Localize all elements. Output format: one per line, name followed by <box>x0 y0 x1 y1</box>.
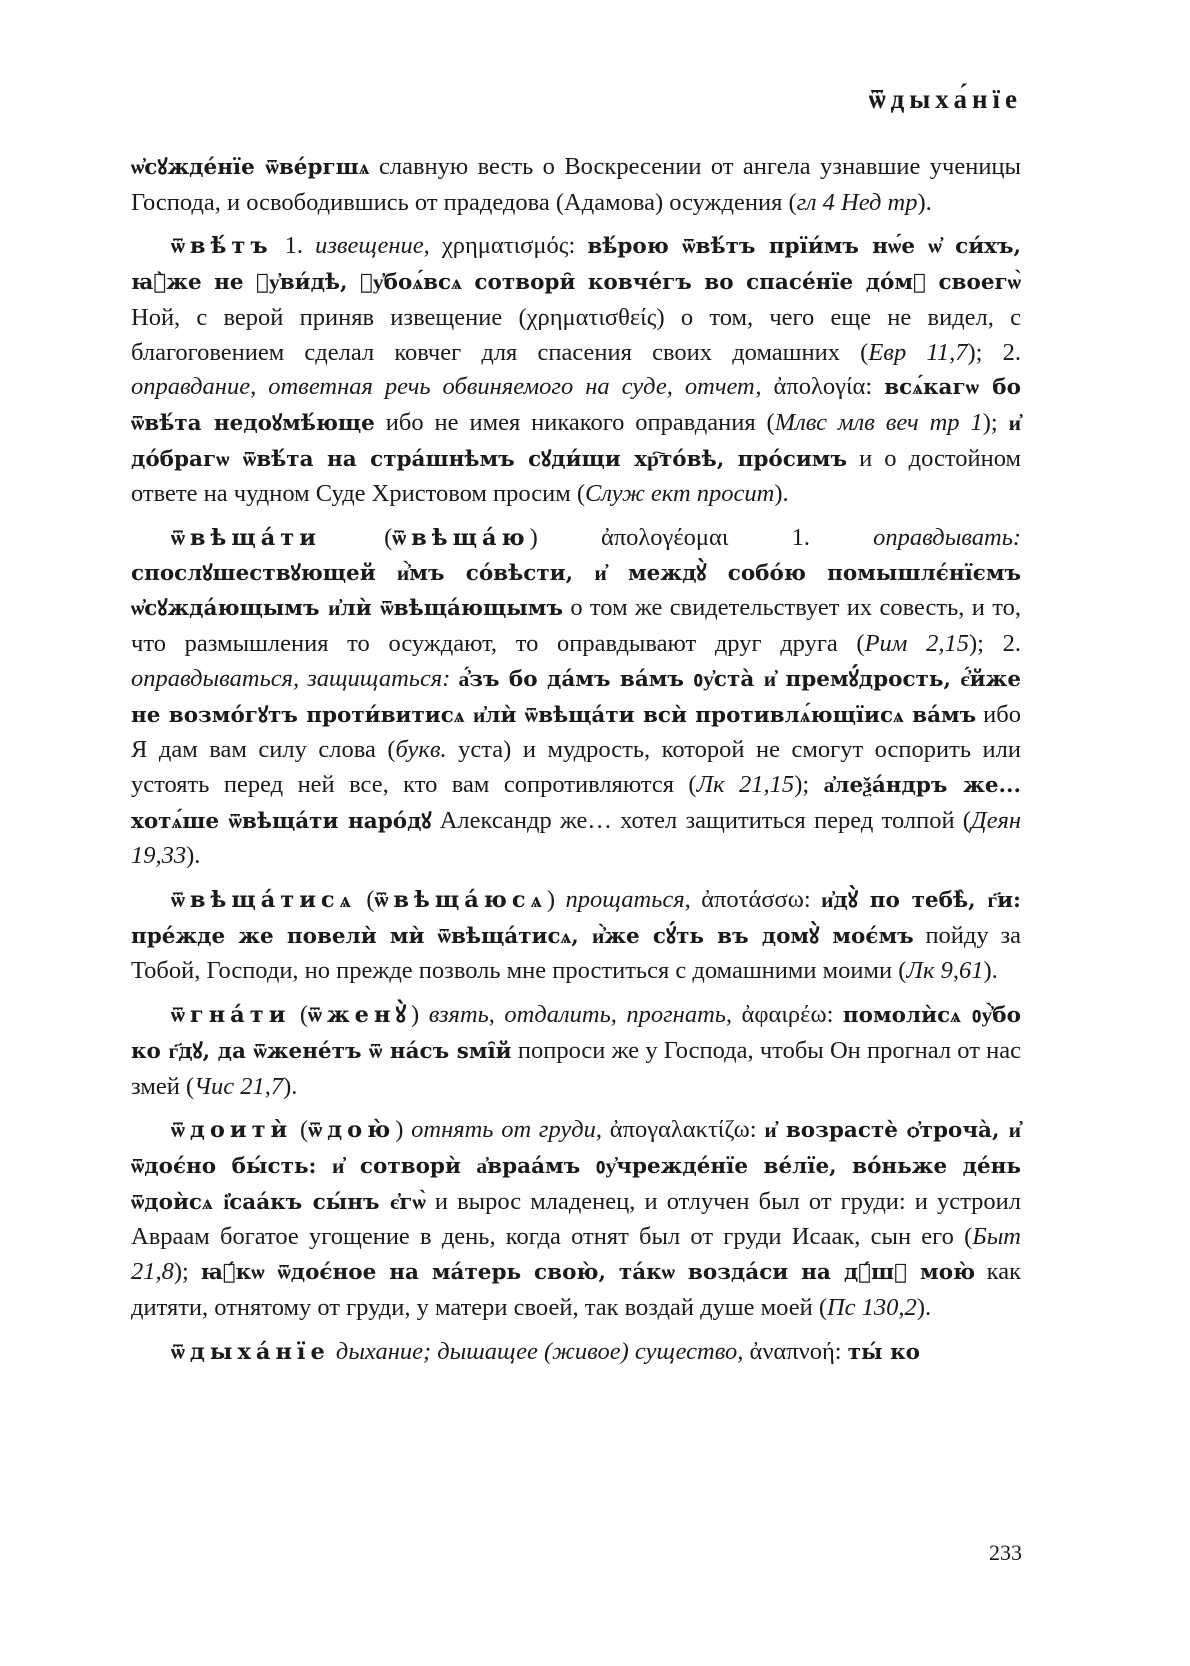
russian-text: ) <box>395 1116 412 1144</box>
italic-text: Служ ект просит <box>585 480 775 508</box>
russian-text: ). <box>283 1072 298 1100</box>
church-slavonic-text: помолѝсѧ ᲂу҆̀бо ко г҃дꙋ, да ѿжене́тъ ѿ на́съ ѕмі̑й <box>131 1003 1021 1064</box>
russian-text: ) <box>529 524 538 552</box>
dictionary-text-column <box>131 150 1021 1379</box>
greek-text: ἀποτάσσω: <box>690 886 822 914</box>
russian-text: ). <box>917 188 932 216</box>
entry-headword: ѿгна́ти <box>171 1002 291 1029</box>
church-slavonic-text: и҆дꙋ̀ по тебѣ̀, г҃и: пре́жде же повелѝ мѝ ѿвѣща́тисѧ, и҆̀же сꙋ́ть въ домꙋ̀ моє́мъ <box>131 888 1021 949</box>
russian-text: ). <box>983 957 998 985</box>
entry-headword: ѿвѣща́ю <box>392 525 530 552</box>
russian-text: ); 2. <box>968 630 1021 658</box>
entry-headword: ѿвѣща́ти <box>171 525 321 552</box>
italic-text: гл 4 Нед тр <box>796 188 918 216</box>
russian-text: 1. <box>272 232 316 260</box>
dictionary-paragraph <box>131 521 1021 874</box>
russian-text: ( <box>355 886 375 914</box>
italic-text: Лк 21,15 <box>696 770 795 798</box>
russian-text: ). <box>916 1293 932 1321</box>
russian-text: ( <box>320 524 393 552</box>
dictionary-paragraph <box>131 998 1021 1104</box>
russian-text: ) <box>411 1001 429 1029</box>
running-head: ѿдыха́нїе <box>868 84 1022 114</box>
italic-text: извещение, <box>315 232 430 260</box>
italic-text: букв. <box>395 736 447 764</box>
italic-text: прощаться, <box>565 886 691 914</box>
greek-text: ἀφαιρέω: <box>732 1001 843 1029</box>
italic-text: Быт 21,8 <box>131 1223 1021 1286</box>
church-slavonic-text: и҆ возрастѐ ѻ҆троча̀, и҆ ѿдоє́но бы́сть: и҆ сотворѝ а҆враа́мъ ᲂу҆чрежде́нїе ве́лїе, во́ньже де́нь ѿдоѝсѧ і҆саа́къ сы́нъ є҆гѡ̀ <box>131 1118 1021 1215</box>
church-slavonic-text: спослꙋшествꙋющей и҆̀мъ со́вѣсти, и҆ междꙋ̀ собо́ю помышлє́нїємъ ѡ҆сꙋжда́ющымъ и҆лѝ ѿвѣща́ющымъ <box>131 560 1021 622</box>
page-number: 233 <box>989 1540 1022 1565</box>
entry-headword: ѿвѣща́юсѧ <box>374 887 547 914</box>
greek-text: ἀπολογία: <box>761 373 885 401</box>
russian-text: ибо Я дам вам силу слова ( <box>131 700 1022 764</box>
russian-text: ( <box>290 1001 309 1029</box>
dictionary-paragraph <box>131 1113 1021 1325</box>
entry-headword: ѿвѣ́тъ <box>171 233 273 260</box>
russian-text: Александр же… хотел защититься перед толпой ( <box>431 806 971 834</box>
italic-text: Пс 130,2 <box>826 1293 917 1321</box>
italic-text: отнять от груди, <box>411 1116 602 1144</box>
russian-text: 1. <box>791 524 874 552</box>
church-slavonic-text: ѡ҆сꙋжде́нїе ѿве́ргшѧ <box>131 155 370 180</box>
italic-text: Млвс млв веч тр 1 <box>774 408 983 436</box>
church-slavonic-text: ꙗ҆́кѡ ѿдоє́ное на ма́терь свою̀, та́кѡ возда́си на дꙋ́шꙋ мою̀ <box>200 1260 976 1286</box>
russian-text: славную весть о Воскресении от ангела узнавшие ученицы Господа, и освободившись от прадедова (Адамова) осуждения ( <box>131 153 1022 216</box>
dictionary-paragraph <box>131 883 1021 989</box>
italic-text: Лк 9,61 <box>906 957 984 985</box>
russian-text: ); <box>794 770 824 798</box>
russian-text: Ной, с верой приняв извещение (χρηματισθείς) о том, чего еще не видел, с благоговением сделал ковчег для спасения своих домашних ( <box>131 303 1021 366</box>
italic-text: оправдываться, защищаться: <box>131 664 451 692</box>
italic-text: Чис 21,7 <box>194 1072 284 1100</box>
entry-headword: ѿдою̀ <box>308 1117 396 1144</box>
church-slavonic-text: вѣ́рою ѿвѣ́тъ прїи́мъ нѡ́е ѡ҆ си́хъ, ꙗ҆̀же не ᲂу҆ви́дѣ, ᲂу҆боѧ́всѧ сотвори̑ ковче́гъ во спасе́нїе до́мꙋ своегѡ̀ <box>131 234 1021 296</box>
greek-text: ἀπογαλακτίζω: <box>602 1116 765 1144</box>
russian-text: попроси же у Господа, чтобы Он прогнал от нас змей ( <box>131 1036 1021 1100</box>
russian-text: как дитяти, отнятому от груди, у матери своей, так воздай душе моей ( <box>131 1258 1021 1321</box>
dictionary-paragraph <box>131 1335 1021 1371</box>
russian-text: и вырос младенец, и отлучен был от груди: и устроил Авраам богатое угощение в день, когда отнят был от груди Исаак, сын его ( <box>131 1187 1021 1251</box>
church-slavonic-text: а҆леѯа́ндръ же... хотѧ́ше ѿвѣща́ти наро́дꙋ <box>131 772 1021 834</box>
italic-text: Деян 19,33 <box>131 806 1021 870</box>
russian-text: и о достойном ответе на чудном Суде Христовом просим ( <box>131 444 1021 508</box>
entry-headword: ѿженꙋ̀ <box>308 1002 412 1029</box>
church-slavonic-text: и҆ до́брагѡ ѿвѣ́та на стра́шнѣмъ сꙋди́щи хр҇то́вѣ, про́симъ <box>131 410 1022 472</box>
italic-text: оправдывать: <box>873 524 1022 552</box>
dictionary-paragraph <box>131 150 1021 220</box>
greek-text: ἀναπνοή: <box>743 1337 848 1365</box>
italic-text: оправдание, ответная речь обвиняемого на суде, отчет, <box>131 373 762 401</box>
church-slavonic-text: а҆́зъ бо да́мъ ва́мъ ᲂу҆ста̀ и҆ премꙋ́дрость, є҆́йже не возмо́гꙋтъ проти́витисѧ и҆лѝ ѿвѣща́ти всѝ противлѧ́ющїисѧ ва́мъ <box>131 666 1022 728</box>
russian-text: ); 2. <box>967 338 1021 366</box>
greek-text: ἀπολογέομαι <box>537 524 792 552</box>
italic-text: Рим 2,15 <box>864 630 969 658</box>
entry-headword: ѿдыха́нїе <box>171 1338 330 1365</box>
dictionary-paragraph <box>131 229 1021 512</box>
italic-text: дыхание; дышащее (живое) существо, <box>335 1337 744 1365</box>
russian-text: ). <box>774 480 789 508</box>
russian-text: ); <box>982 408 1009 436</box>
russian-text: о том же свидетельствует их совесть, и то, что размышления то осуждают, то оправдывают друг друга ( <box>131 594 1021 658</box>
russian-text: пойду за Тобой, Господи, но прежде позволь мне проститься с домашними моими ( <box>131 921 1021 985</box>
italic-text: взять, отдалить, прогнать, <box>428 1001 733 1029</box>
greek-text: χρηματισμός: <box>429 232 588 260</box>
church-slavonic-text: всѧ́кагѡ бо ѿвѣ́та недоꙋмѣ́юще <box>131 375 1021 436</box>
russian-text: ); <box>173 1258 201 1286</box>
italic-text: Евр 11,7 <box>868 338 968 366</box>
russian-text: ) <box>546 886 566 914</box>
church-slavonic-text: ты́ ко <box>847 1339 920 1365</box>
russian-text: ). <box>186 842 201 870</box>
entry-headword: ѿвѣща́тисѧ <box>171 887 356 914</box>
entry-headword: ѿдоитѝ <box>171 1117 293 1144</box>
russian-text: ( <box>292 1116 309 1144</box>
russian-text: уста) и мудрость, которой не смогут оспорить или устоять перед ней все, кто вам сопротивляются ( <box>131 736 1021 798</box>
russian-text: ибо не имея никакого оправдания ( <box>374 408 775 436</box>
